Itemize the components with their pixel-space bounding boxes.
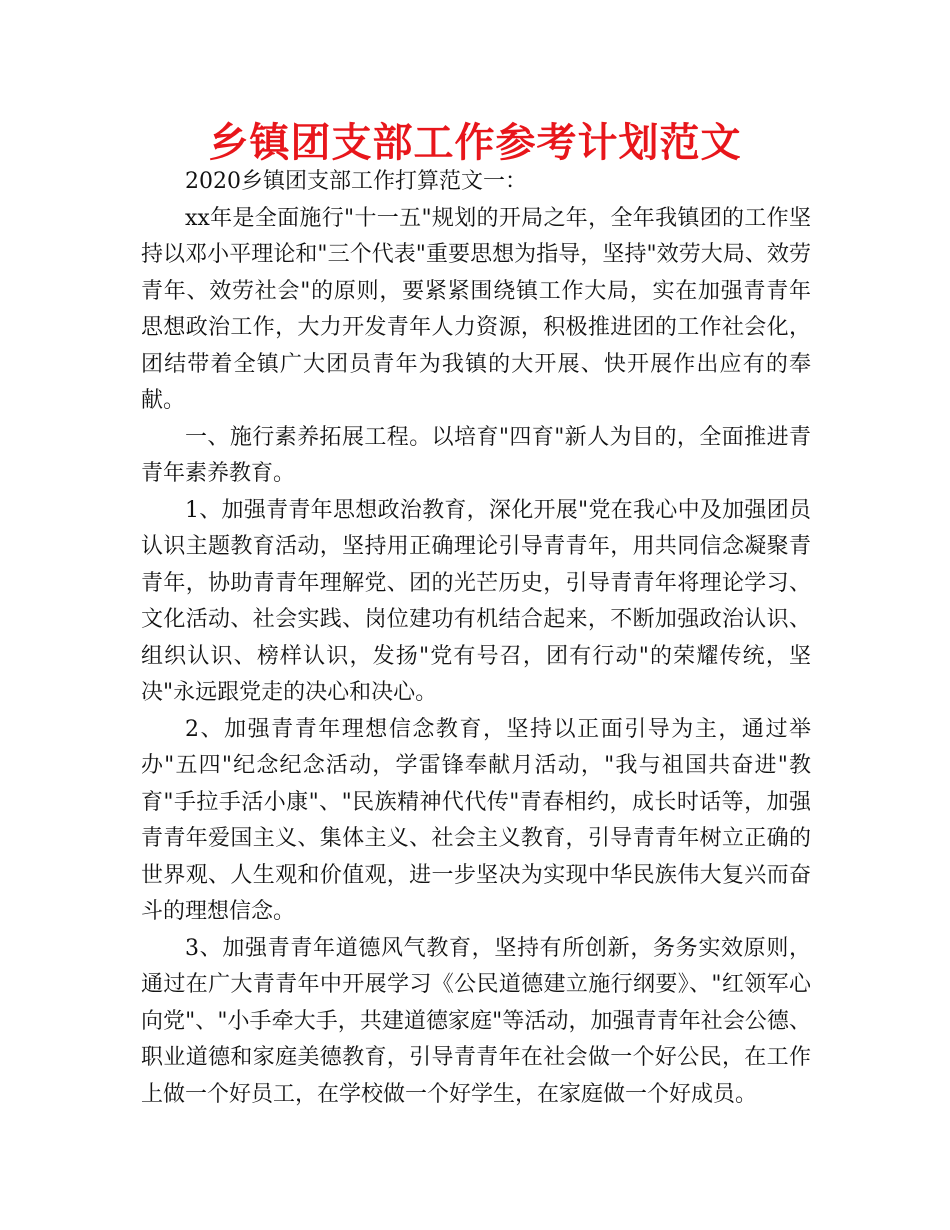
paragraph-section-1: 一、施行素养拓展工程。以培育"四育"新人为目的，全面推进青青年素养教育。 [141, 424, 811, 486]
paragraph-intro: 2020乡镇团支部工作打算范文一： [185, 169, 527, 194]
document-title: 乡镇团支部工作参考计划范文 [208, 120, 742, 166]
paragraph-overview: xx年是全面施行"十一五"规划的开局之年，全年我镇团的工作坚持以邓小平理论和"三个代表"重要思想为指导，坚持"效劳大局、效劳青年、效劳社会"的原则，要紧紧围绕镇工作大局，实在加强青青年思想政治工作，大力开发青年人力资源，积极推进团的工作社会化，团结带着全镇广大团员青年为我镇的大开展、快开展作出应有的奉献。 [141, 205, 811, 413]
paragraph-item-3: 3、加强青青年道德风气教育，坚持有所创新，务务实效原则，通过在广大青青年中开展学习《公民道德建立施行纲要》、"红领军心向党"、"小手牵大手，共建道德家庭"等活动，加强青青年社会公德、职业道德和家庭美德教育，引导青青年在社会做一个好公民，在工作上做一个好员工，在学校做一个好学生，在家庭做一个好成员。 [141, 935, 811, 1107]
paragraph-item-2: 2、加强青青年理想信念教育，坚持以正面引导为主，通过举办"五四"纪念纪念活动，学雷锋奉献月活动，"我与祖国共奋进"教育"手拉手活小康"、"民族精神代代传"青春相约，成长时话等，加强青青年爱国主义、集体主义、社会主义教育，引导青青年树立正确的世界观、人生观和价值观，进一步坚决为实现中华民族伟大复兴而奋斗的理想信念。 [141, 716, 811, 924]
paragraph-item-1: 1、加强青青年思想政治教育，深化开展"党在我心中及加强团员认识主题教育活动，坚持用正确理论引导青青年，用共同信念凝聚青青年，协助青青年理解党、团的光芒历史，引导青青年将理论学习、文化活动、社会实践、岗位建功有机结合起来，不断加强政治认识、组织认识、榜样认识，发扬"党有号召，团有行动"的荣耀传统，坚决"永远跟党走的决心和决心。 [141, 497, 811, 705]
document-body [141, 164, 811, 1113]
